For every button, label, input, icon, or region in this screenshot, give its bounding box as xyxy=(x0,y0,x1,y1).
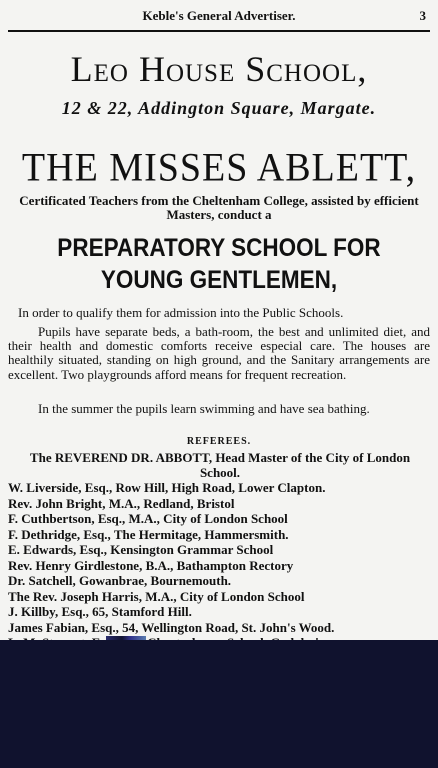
referees-list xyxy=(8,480,434,666)
referee-item: E. Edwards, Esq., Kensington Grammar School xyxy=(8,542,274,557)
proprietors-heading: THE MISSES ABLETT, xyxy=(21,145,417,191)
referee-item: J. Killby, Esq., 65, Stamford Hill. xyxy=(8,604,192,619)
header-rule xyxy=(8,30,430,32)
school-name: Leo House School, xyxy=(70,49,368,89)
referee-item: Rev. John Bright, M.A., Redland, Bristol xyxy=(8,495,235,511)
paragraph-facilities: Pupils have separate beds, a bath-room, the best and unlimited diet, and their health and domestic comforts receive especial care. The houses are healthily situated, standing on high ground, and the Sanitary arrangements are excellent. Two playgrounds afford means for frequent recreation. xyxy=(8,324,430,382)
referee-item: Dr. Satchell, Gowanbrae, Bournemouth. xyxy=(8,573,232,588)
referee-item: F. Dethridge, Esq., The Hermitage, Hammersmith. xyxy=(8,526,289,542)
referee-item: W. Liverside, Esq., Row Hill, High Road, Lower Clapton. xyxy=(8,480,326,495)
school-address: 12 & 22, Addington Square, Margate. xyxy=(61,98,377,118)
referees-lead: The REVEREND DR. ABBOTT, Head Master of the City of London School. xyxy=(29,450,411,480)
page-number: 3 xyxy=(419,8,426,23)
referee-item: F. Cuthbertson, Esq., M.A., City of London School xyxy=(8,511,288,526)
paragraph-summer: In the summer the pupils learn swimming and have sea bathing. xyxy=(38,401,370,416)
publication-title: Keble's General Advertiser. xyxy=(142,8,296,23)
referee-item: The Rev. Joseph Harris, M.A., City of London School xyxy=(8,588,305,604)
referees-heading: REFEREES. xyxy=(186,436,252,447)
paragraph-qualify: In order to qualify them for admission into the Public Schools. xyxy=(18,305,344,320)
intro-text: Certificated Teachers from the Cheltenham College, assisted by efficient Masters, conduct a xyxy=(19,193,419,222)
referee-item: Rev. Henry Girdlestone, B.A., Bathampton Rectory xyxy=(8,557,294,573)
school-type-heading: PREPARATORY SCHOOL FOR YOUNG GENTLEMEN, xyxy=(57,234,381,294)
page-header xyxy=(0,6,438,28)
referee-item: James Fabian, Esq., 54, Wellington Road, St. John's Wood. xyxy=(8,619,335,635)
scan-bottom-band xyxy=(0,640,438,768)
